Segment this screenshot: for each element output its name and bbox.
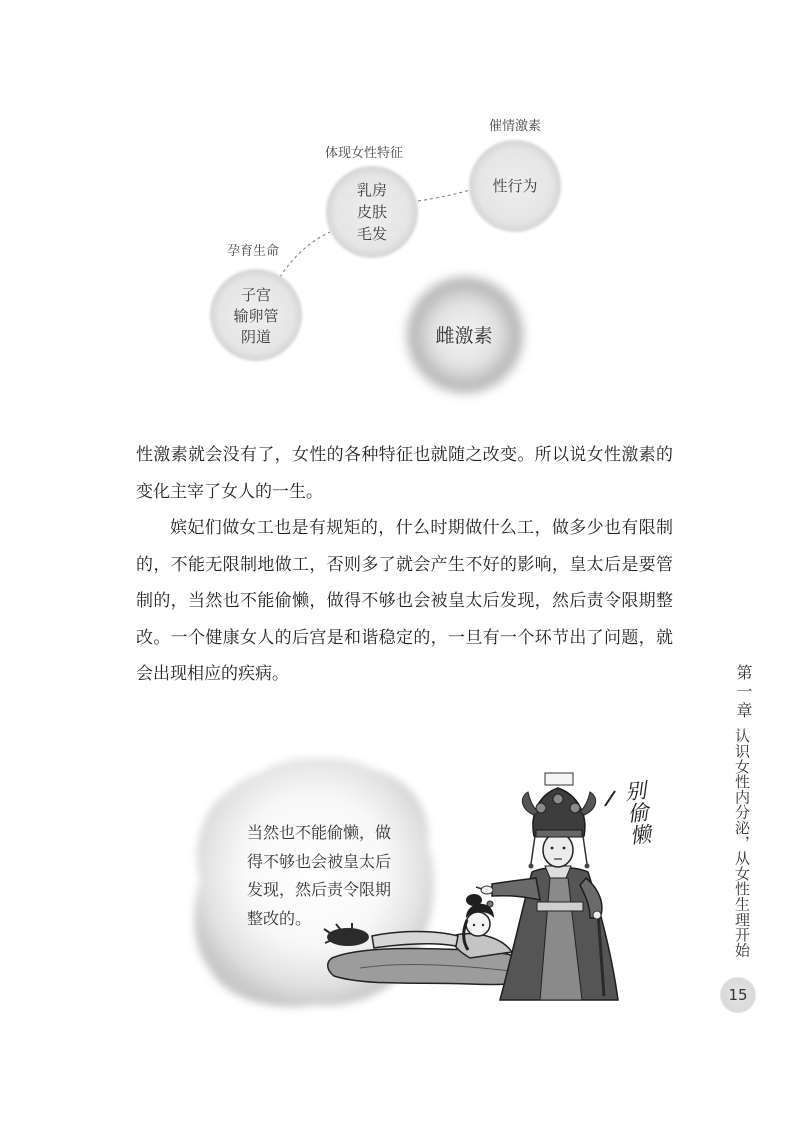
chapter-label: 第一章 xyxy=(734,664,753,721)
consort-head xyxy=(466,912,490,936)
crown-band xyxy=(536,830,582,837)
hormone-label: 雌激素 xyxy=(435,325,493,347)
speech-text: 别偷懒 xyxy=(621,778,653,848)
cloud-caption-line: 得不够也会被皇太后 xyxy=(247,851,392,871)
body-line: 嫔妃们做女工也是有规矩的，什么时期做什么工，做多少也有限制 xyxy=(170,518,673,538)
hormone-diagram xyxy=(210,118,561,399)
body-line: 制的，当然也不能偷懒，做得不够也会被皇太后发现，然后责令限期整 xyxy=(136,591,673,611)
pointing-hand xyxy=(481,886,493,894)
tassel-bead xyxy=(585,864,590,869)
empress-pointing-sleeve xyxy=(492,878,540,900)
empress-sash xyxy=(537,902,583,911)
crown-ornament xyxy=(570,803,580,813)
node-line: 毛发 xyxy=(356,225,388,243)
node-line: 性行为 xyxy=(492,177,538,195)
empress-face xyxy=(543,833,573,867)
crown-tassel xyxy=(531,836,535,864)
empress-collar xyxy=(545,866,571,878)
dashed-connector xyxy=(418,190,470,201)
cloud-caption-line: 当然也不能偷懒，做 xyxy=(247,823,392,842)
dashed-connector xyxy=(280,232,330,277)
body-line: 性激素就会没有了，女性的各种特征也就随之改变。所以说女性激素的 xyxy=(136,445,673,465)
chapter-title: 认识女性内分泌，从女性生理开始 xyxy=(733,728,751,958)
empress-eye xyxy=(563,847,566,850)
node-line: 输卵管 xyxy=(233,307,279,325)
crown-plaque xyxy=(545,773,573,785)
crown-wing xyxy=(580,792,596,815)
node-line: 乳房 xyxy=(356,181,388,199)
consort-eye xyxy=(482,924,484,926)
cane-hand xyxy=(593,911,601,919)
crown-ornament xyxy=(553,794,563,804)
page-number: 15 xyxy=(720,977,756,1013)
tassel-bead xyxy=(529,864,534,869)
cloud-caption xyxy=(247,819,422,933)
pointing-finger xyxy=(476,887,482,889)
consort-hair-bun xyxy=(466,894,482,906)
hairpin-ornament xyxy=(487,901,493,907)
consort-eye xyxy=(473,924,475,926)
node-line: 皮肤 xyxy=(356,203,388,221)
crown-wing xyxy=(522,792,538,815)
cloud-caption-line: 发现，然后责令限期 xyxy=(247,880,392,899)
node-caption: 催情激素 xyxy=(488,119,542,134)
speech-mark xyxy=(605,791,615,806)
body-line: 变化主宰了女人的一生。 xyxy=(136,481,323,502)
cloud-caption-line: 整改的。 xyxy=(247,908,312,928)
body-line: 的，不能无限制地做工，否则多了就会产生不好的影响，皇太后是要管 xyxy=(136,554,673,575)
crown-tassel xyxy=(583,836,587,864)
node-line: 子宫 xyxy=(240,286,272,304)
empress-eye xyxy=(551,847,554,850)
node-caption: 孕育生命 xyxy=(226,244,280,259)
node-caption: 体现女性特征 xyxy=(324,146,404,161)
body-line: 改。一个健康女人的后宫是和谐稳定的，一旦有一个环节出了问题，就 xyxy=(136,627,673,648)
body-text xyxy=(136,437,673,693)
body-line: 会出现相应的疾病。 xyxy=(136,664,289,684)
node-line: 阴道 xyxy=(240,328,272,346)
